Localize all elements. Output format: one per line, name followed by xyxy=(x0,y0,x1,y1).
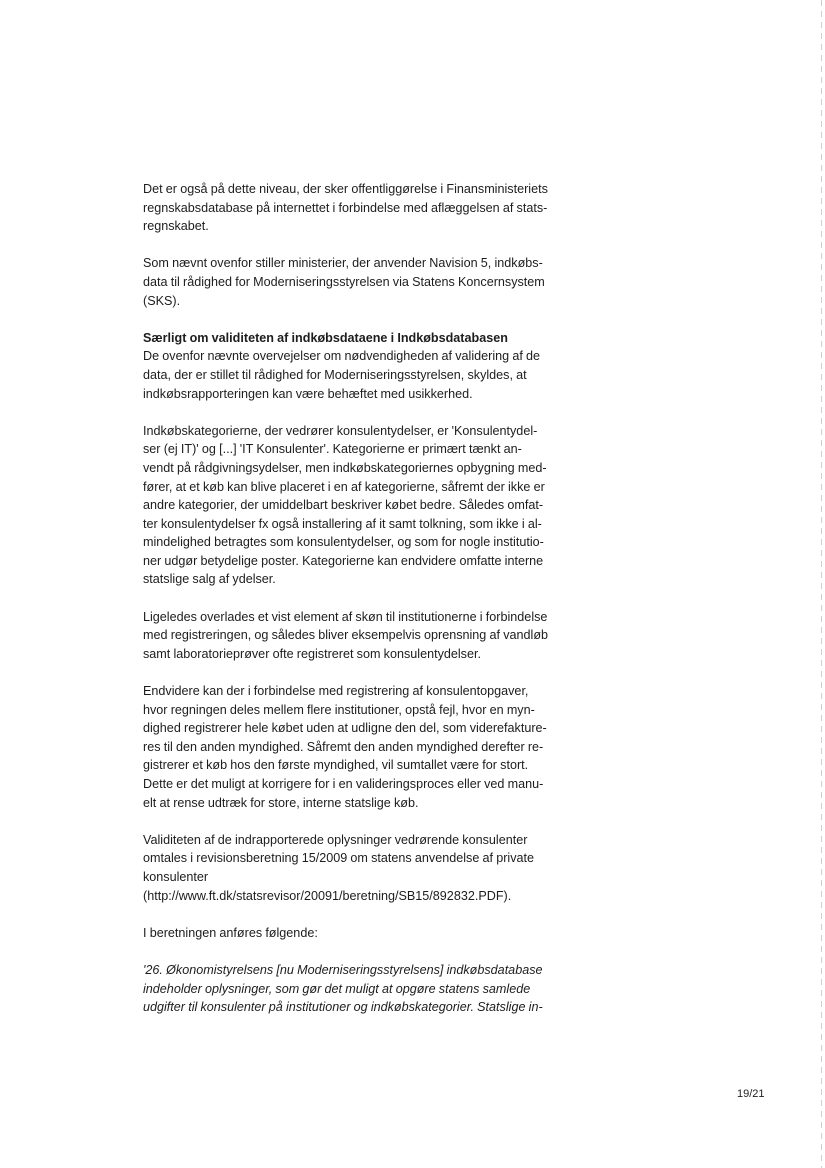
text-line: vendt på rådgivningsydelser, men indkøbskategoriernes opbygning med- xyxy=(143,460,547,475)
text-line: '26. Økonomistyrelsens [nu Moderniseringsstyrelsens] indkøbsdatabase xyxy=(143,962,543,977)
text-line: Validiteten af de indrapporterede oplysninger vedrørende konsulenter xyxy=(143,832,528,847)
text-line: omtales i revisionsberetning 15/2009 om statens anvendelse af private xyxy=(143,851,535,866)
text-line: mindelighed betragtes som konsulentydelser, og som for nogle institutio- xyxy=(143,535,544,550)
body-text xyxy=(143,180,578,1017)
text-line: Ligeledes overlades et vist element af skøn til institutionerne i forbindelse xyxy=(143,609,548,624)
paragraph xyxy=(143,961,578,1017)
scan-edge-line xyxy=(821,0,822,1168)
paragraph xyxy=(143,608,578,664)
paragraph-gap xyxy=(143,905,578,924)
text-line: Det er også på dette niveau, der sker offentliggørelse i Finansministeriets xyxy=(143,182,548,196)
paragraph-gap xyxy=(143,310,578,329)
text-line: indeholder oplysninger, som gør det muligt at opgøre statens samlede xyxy=(143,981,531,996)
text-line: fører, at et køb kan blive placeret i en af kategorierne, såfremt der ikke er xyxy=(143,479,545,494)
page-number: 19/21 xyxy=(737,1088,765,1100)
text-line: ser (ej IT)' og [...] 'IT Konsulenter'. Kategorierne er primært tænkt an- xyxy=(143,442,522,457)
text-line: elt at rense udtræk for store, interne statslige køb. xyxy=(143,795,419,810)
paragraph xyxy=(143,329,578,403)
paragraph-gap xyxy=(143,942,578,961)
paragraph xyxy=(143,180,578,236)
paragraph-gap xyxy=(143,403,578,422)
text-line: ter konsulentydelser fx også installering af it samt tolkning, som ikke i al- xyxy=(143,516,542,531)
text-line: udgifter til konsulenter på institutioner og indkøbskategorier. Statslige in- xyxy=(143,1000,543,1015)
text-line: med registreringen, og således bliver eksempelvis oprensning af vandløb xyxy=(143,628,549,643)
text-line: data til rådighed for Moderniseringsstyrelsen via Statens Koncernsystem xyxy=(143,274,545,289)
paragraph-gap xyxy=(143,589,578,608)
text-line: gistrerer et køb hos den første myndighed, vil sumtallet være for stort. xyxy=(143,758,529,773)
paragraph xyxy=(143,924,578,943)
text-line: I beretningen anføres følgende: xyxy=(143,925,318,940)
text-line: res til den anden myndighed. Såfremt den anden myndighed derefter re- xyxy=(143,739,544,754)
paragraph xyxy=(143,254,578,310)
text-line: Som nævnt ovenfor stiller ministerier, der anvender Navision 5, indkøbs- xyxy=(143,256,543,271)
text-line: Dette er det muligt at korrigere for i en valideringsproces eller ved manu- xyxy=(143,777,544,791)
text-line: ner udgør betydelige poster. Kategorierne kan endvidere omfatte interne xyxy=(143,553,544,568)
paragraph-gap xyxy=(143,663,578,682)
text-line: samt laboratorieprøver ofte registreret som konsulentydelser. xyxy=(143,646,481,661)
paragraph xyxy=(143,422,578,589)
paragraph xyxy=(143,831,578,905)
text-line: regnskabsdatabase på internettet i forbindelse med aflæggelsen af stats- xyxy=(143,200,548,215)
text-line: regnskabet. xyxy=(143,219,209,234)
text-line: data, der er stillet til rådighed for Moderniseringsstyrelsen, skyldes, at xyxy=(143,367,527,382)
text-line: Endvidere kan der i forbindelse med registrering af konsulentopgaver, xyxy=(143,684,529,699)
section-heading: Særligt om validiteten af indkøbsdataene i Indkøbsdatabasen xyxy=(143,330,508,345)
text-line: (SKS). xyxy=(143,293,181,308)
text-line: andre kategorier, der umiddelbart beskriver købet bedre. Således omfat- xyxy=(143,498,544,513)
text-line: konsulenter xyxy=(143,869,209,884)
text-line: statslige salg af ydelser. xyxy=(143,572,276,587)
text-line: (http://www.ft.dk/statsrevisor/20091/beretning/SB15/892832.PDF). xyxy=(143,888,512,903)
text-line: De ovenfor nævnte overvejelser om nødvendigheden af validering af de xyxy=(143,349,541,364)
paragraph-gap xyxy=(143,812,578,831)
text-line: indkøbsrapporteringen kan være behæftet med usikkerhed. xyxy=(143,386,473,401)
text-line: hvor regningen deles mellem flere institutioner, opstå fejl, hvor en myn- xyxy=(143,702,535,717)
text-line: Indkøbskategorierne, der vedrører konsulentydelser, er 'Konsulentydel- xyxy=(143,423,538,438)
paragraph-gap xyxy=(143,236,578,255)
paragraph xyxy=(143,682,578,812)
text-line: dighed registrerer hele købet uden at udligne den del, som viderefakture- xyxy=(143,721,547,736)
